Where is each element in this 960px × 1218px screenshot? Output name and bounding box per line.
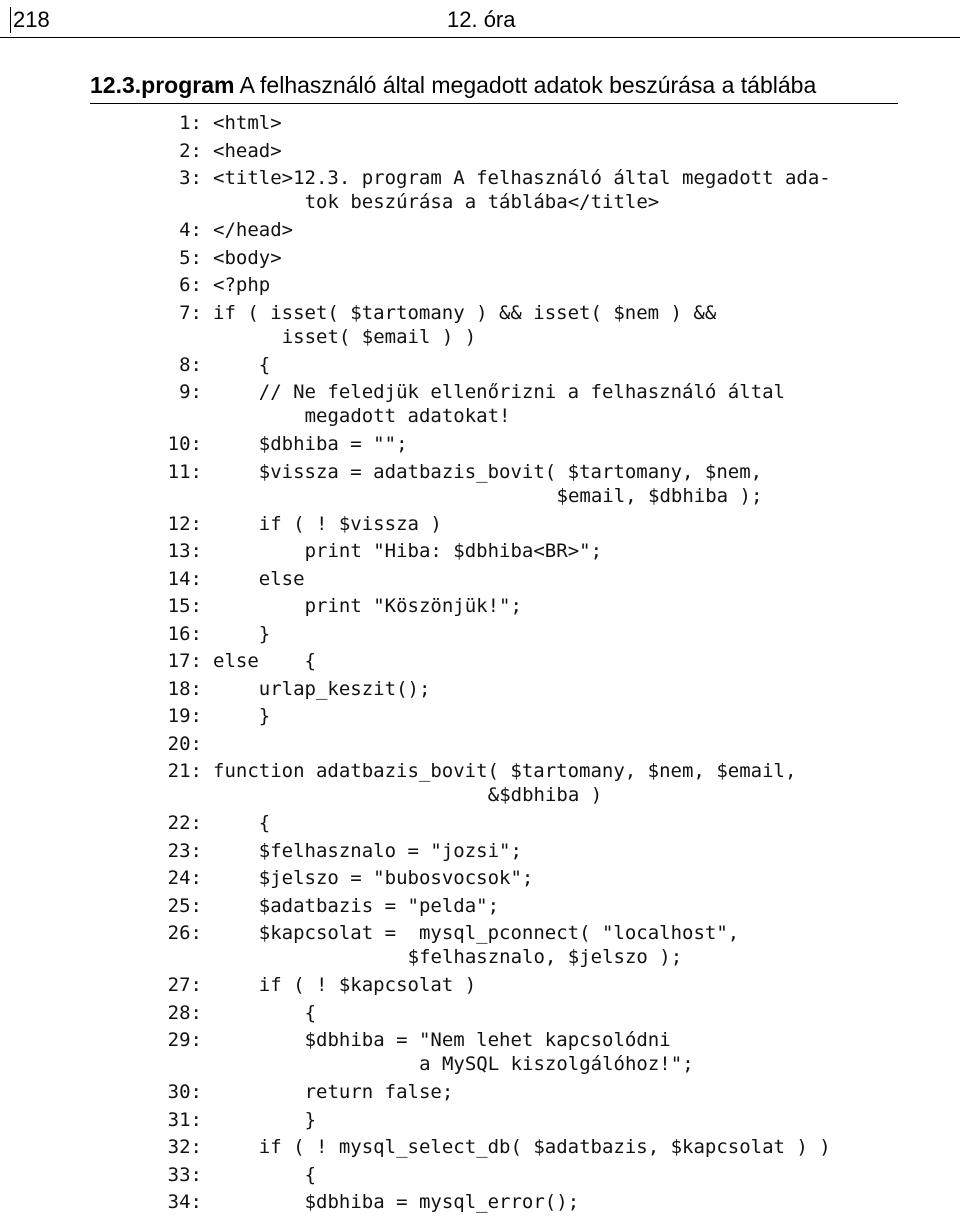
caption-rule xyxy=(90,103,898,104)
code-text: { xyxy=(258,812,271,834)
line-number: 16: xyxy=(167,622,202,645)
code-text: } xyxy=(304,1108,317,1131)
code-text: <head> xyxy=(213,139,282,162)
code-line xyxy=(150,217,940,245)
code-text: { xyxy=(304,1001,317,1024)
line-number: 6: xyxy=(179,274,202,296)
code-text: return false; xyxy=(304,1081,454,1103)
code-text: urlap_keszit(); xyxy=(258,677,431,700)
line-number: 3: xyxy=(179,167,202,189)
code-line xyxy=(150,621,940,649)
code-line xyxy=(150,758,940,810)
code-line xyxy=(150,838,940,866)
code-text: } xyxy=(258,705,271,727)
code-text: if ( ! $vissza ) xyxy=(258,512,442,535)
line-number: 22: xyxy=(167,812,202,834)
code-line xyxy=(150,1027,940,1079)
code-text: if ( isset( $tartomany ) && isset( $nem ) && xyxy=(213,301,717,324)
code-line xyxy=(150,431,940,459)
line-number: 28: xyxy=(167,1001,202,1024)
line-number: 23: xyxy=(167,839,202,862)
code-line xyxy=(150,593,940,621)
code-text: $jelszo = "bubosvocsok"; xyxy=(258,867,534,889)
code-line xyxy=(150,731,940,759)
line-number: 25: xyxy=(167,894,202,917)
line-number: 27: xyxy=(167,974,202,996)
code-line xyxy=(150,165,940,217)
line-number: 7: xyxy=(179,301,202,324)
code-text: $kapcsolat = mysql_pconnect( "localhost", xyxy=(258,922,740,944)
code-continuation: $email, $dbhiba ); xyxy=(556,484,763,507)
code-text: } xyxy=(258,622,271,645)
code-line xyxy=(150,511,940,539)
code-line xyxy=(150,1079,940,1107)
line-number: 13: xyxy=(167,540,202,562)
code-text: $dbhiba = mysql_error(); xyxy=(304,1191,580,1213)
code-text: </head> xyxy=(213,219,294,241)
code-line xyxy=(150,865,940,893)
code-continuation: $felhasznalo, $jelszo ); xyxy=(407,946,683,968)
line-number: 20: xyxy=(167,732,202,755)
line-number: 8: xyxy=(179,353,202,376)
code-line xyxy=(150,676,940,704)
line-number: 14: xyxy=(167,567,202,590)
listing-caption xyxy=(90,72,816,99)
code-line xyxy=(150,566,940,594)
code-listing xyxy=(150,110,940,1217)
line-number: 18: xyxy=(167,677,202,700)
line-number: 10: xyxy=(167,433,202,455)
code-continuation: megadott adatokat! xyxy=(304,405,511,427)
code-text: $adatbazis = "pelda"; xyxy=(258,894,500,917)
code-text: print "Hiba: $dbhiba<BR>"; xyxy=(304,540,603,562)
line-number: 4: xyxy=(179,219,202,241)
code-line xyxy=(150,893,940,921)
code-line xyxy=(150,1134,940,1162)
code-line xyxy=(150,245,940,273)
line-number: 34: xyxy=(167,1191,202,1213)
code-line xyxy=(150,459,940,511)
code-line xyxy=(150,1189,940,1217)
line-number: 1: xyxy=(179,112,202,134)
code-line xyxy=(150,1107,940,1135)
code-line xyxy=(150,379,940,431)
line-number: 21: xyxy=(167,760,202,782)
code-line xyxy=(150,538,940,566)
line-number: 9: xyxy=(179,381,202,403)
header-rule xyxy=(0,37,960,38)
code-text: if ( ! mysql_select_db( $adatbazis, $kapcsolat ) ) xyxy=(258,1136,831,1158)
code-line xyxy=(150,972,940,1000)
line-number: 31: xyxy=(167,1108,202,1131)
line-number: 26: xyxy=(167,922,202,944)
line-number: 19: xyxy=(167,705,202,727)
code-text: <title>12.3. program A felhasználó által megadott ada- xyxy=(213,167,831,189)
line-number: 17: xyxy=(167,650,202,672)
line-number: 15: xyxy=(167,595,202,617)
code-continuation: &$dbhiba ) xyxy=(487,784,603,806)
line-number: 29: xyxy=(167,1029,202,1051)
code-text: $felhasznalo = "jozsi"; xyxy=(258,839,522,862)
code-continuation: a MySQL kiszolgálóhoz!"; xyxy=(419,1053,694,1075)
code-text: $dbhiba = "Nem lehet kapcsolódni xyxy=(304,1029,671,1051)
code-text: else xyxy=(258,567,305,590)
code-line xyxy=(150,703,940,731)
code-text: <html> xyxy=(213,112,282,134)
code-text: { xyxy=(258,353,271,376)
line-number: 24: xyxy=(167,867,202,889)
code-text: <body> xyxy=(213,246,282,269)
code-text: // Ne feledjük ellenőrizni a felhasználó által xyxy=(258,381,785,403)
code-line xyxy=(150,1000,940,1028)
code-continuation: tok beszúrása a táblába</title> xyxy=(304,191,660,213)
code-line xyxy=(150,648,940,676)
page-number: 218 xyxy=(10,7,50,33)
code-text: if ( ! $kapcsolat ) xyxy=(258,974,477,996)
line-number: 30: xyxy=(167,1081,202,1103)
line-number: 12: xyxy=(167,512,202,535)
code-text: $vissza = adatbazis_bovit( $tartomany, $nem, xyxy=(258,460,763,483)
line-number: 2: xyxy=(179,139,202,162)
page-header xyxy=(0,0,960,38)
line-number: 32: xyxy=(167,1136,202,1158)
line-number: 33: xyxy=(167,1163,202,1186)
code-text: $dbhiba = ""; xyxy=(258,433,408,455)
code-text: else { xyxy=(213,650,316,672)
code-text: <?php xyxy=(213,274,271,296)
code-text: print "Köszönjük!"; xyxy=(304,595,522,617)
code-line xyxy=(150,810,940,838)
code-continuation: isset( $email ) ) xyxy=(281,325,477,348)
code-text: function adatbazis_bovit( $tartomany, $nem, $email, xyxy=(213,760,797,782)
code-line xyxy=(150,1162,940,1190)
code-line xyxy=(150,138,940,166)
code-line xyxy=(150,272,940,300)
code-line xyxy=(150,920,940,972)
chapter-title: 12. óra xyxy=(447,7,516,32)
listing-title: A felhasználó által megadott adatok beszúrása a táblába xyxy=(239,72,817,98)
line-number: 11: xyxy=(167,460,202,483)
code-line xyxy=(150,110,940,138)
code-text: { xyxy=(304,1163,317,1186)
listing-label: 12.3.program xyxy=(90,72,235,98)
line-number: 5: xyxy=(179,246,202,269)
code-line xyxy=(150,300,940,352)
code-line xyxy=(150,352,940,380)
